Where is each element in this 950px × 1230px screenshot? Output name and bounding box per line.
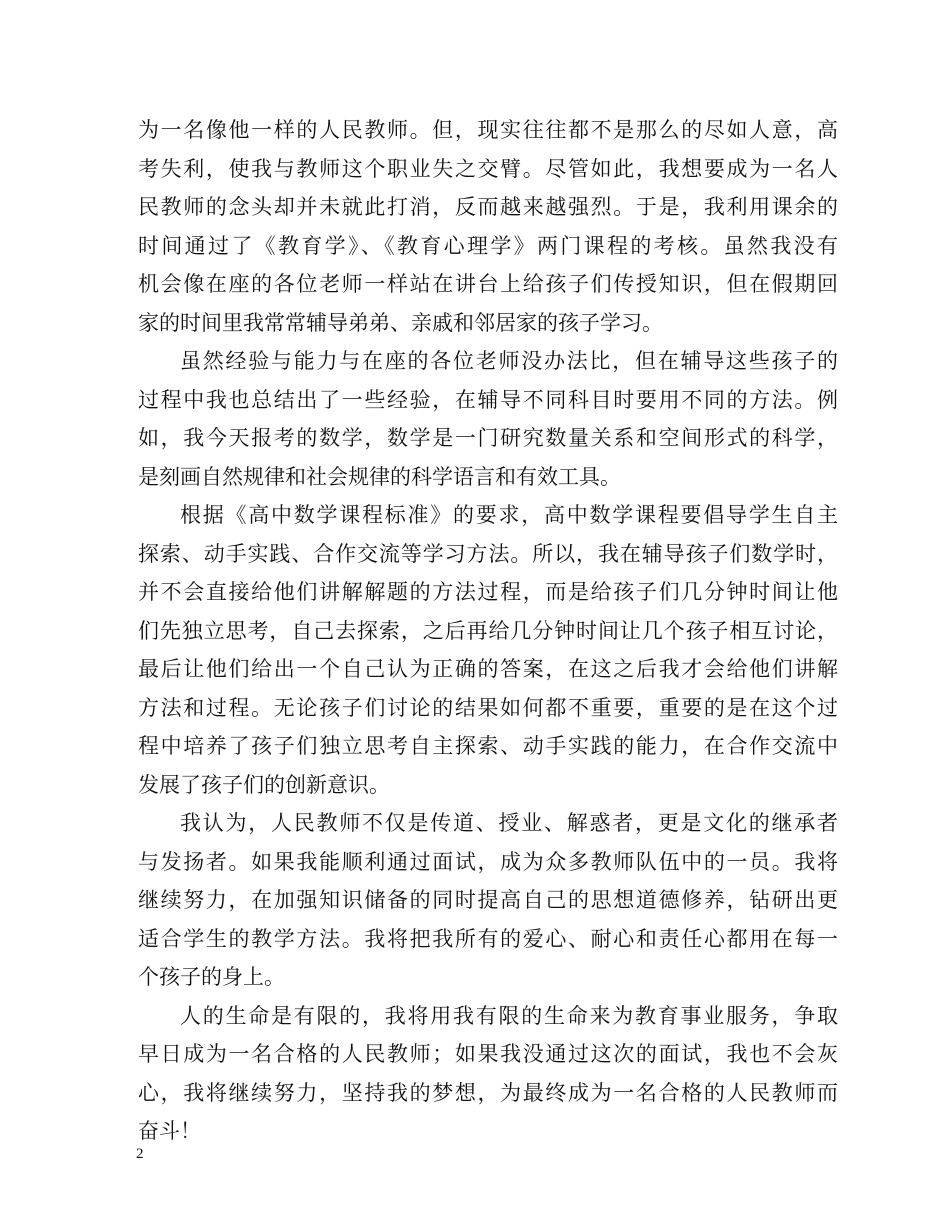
text-line: 奋斗！: [138, 1119, 201, 1143]
text-line: 我认为，人民教师不仅是传道、授业、解惑者，更是文化的继承者: [180, 811, 838, 835]
text-line: 适合学生的教学方法。我将把我所有的爱心、耐心和责任心都用在每一: [138, 926, 838, 951]
document-body: [138, 111, 838, 1151]
paragraph-4: [138, 804, 838, 997]
page-number: 2: [136, 1146, 144, 1162]
text-line: 发展了孩子们的创新意识。: [138, 772, 390, 797]
text-line: 早日成为一名合格的人民教师；如果我没通过这次的面试，我也不会灰: [138, 1042, 838, 1066]
text-line: 心，我将继续努力，坚持我的梦想，为最终成为一名合格的人民教师而: [138, 1080, 838, 1105]
text-line: 机会像在座的各位老师一样站在讲台上给孩子们传授知识，但在假期回: [138, 272, 838, 296]
text-line: 探索、动手实践、合作交流等学习方法。所以，我在辅导孩子们数学时，: [138, 541, 838, 566]
text-line: 最后让他们给出一个自己认为正确的答案，在这之后我才会给他们讲解: [138, 657, 838, 681]
text-line: 继续努力，在加强知识储备的同时提高自己的思想道德修养，钻研出更: [138, 888, 838, 912]
text-line: 并不会直接给他们讲解解题的方法过程，而是给孩子们几分钟时间让他: [138, 580, 838, 604]
paragraph-3: [138, 496, 838, 804]
text-line: 方法和过程。无论孩子们讨论的结果如何都不重要，重要的是在这个过: [138, 695, 838, 720]
text-line: 家的时间里我常常辅导弟弟、亲戚和邻居家的孩子学习。: [138, 310, 663, 335]
text-line: 根据《高中数学课程标准》的要求，高中数学课程要倡导学生自主: [180, 503, 838, 527]
text-line: 是刻画自然规律和社会规律的科学语言和有效工具。: [138, 464, 621, 489]
text-line: 虽然经验与能力与在座的各位老师没办法比，但在辅导这些孩子的: [180, 349, 838, 373]
text-line: 与发扬者。如果我能顺利通过面试，成为众多教师队伍中的一员。我将: [138, 849, 838, 874]
text-line: 个孩子的身上。: [138, 965, 285, 989]
text-line: 为一名像他一样的人民教师。但，现实往往都不是那么的尽如人意，高: [138, 118, 838, 142]
paragraph-1: [138, 111, 838, 342]
text-line: 时间通过了《教育学》、《教育心理学》两门课程的考核。虽然我没有: [138, 233, 838, 258]
paragraph-2: [138, 342, 838, 496]
text-line: 们先独立思考，自己去探索，之后再给几分钟时间让几个孩子相互讨论，: [138, 618, 838, 643]
text-line: 如，我今天报考的数学，数学是一门研究数量关系和空间形式的科学，: [138, 426, 838, 450]
text-line: 民教师的念头却并未就此打消，反而越来越强烈。于是，我利用课余的: [138, 195, 838, 219]
text-line: 过程中我也总结出了一些经验，在辅导不同科目时要用不同的方法。例: [138, 387, 838, 412]
text-line: 程中培养了孩子们独立思考自主探索、动手实践的能力，在合作交流中: [138, 734, 838, 758]
paragraph-5: [138, 997, 838, 1151]
text-line: 考失利，使我与教师这个职业失之交臂。尽管如此，我想要成为一名人: [138, 156, 838, 181]
text-line: 人的生命是有限的，我将用我有限的生命来为教育事业服务，争取: [180, 1003, 838, 1028]
